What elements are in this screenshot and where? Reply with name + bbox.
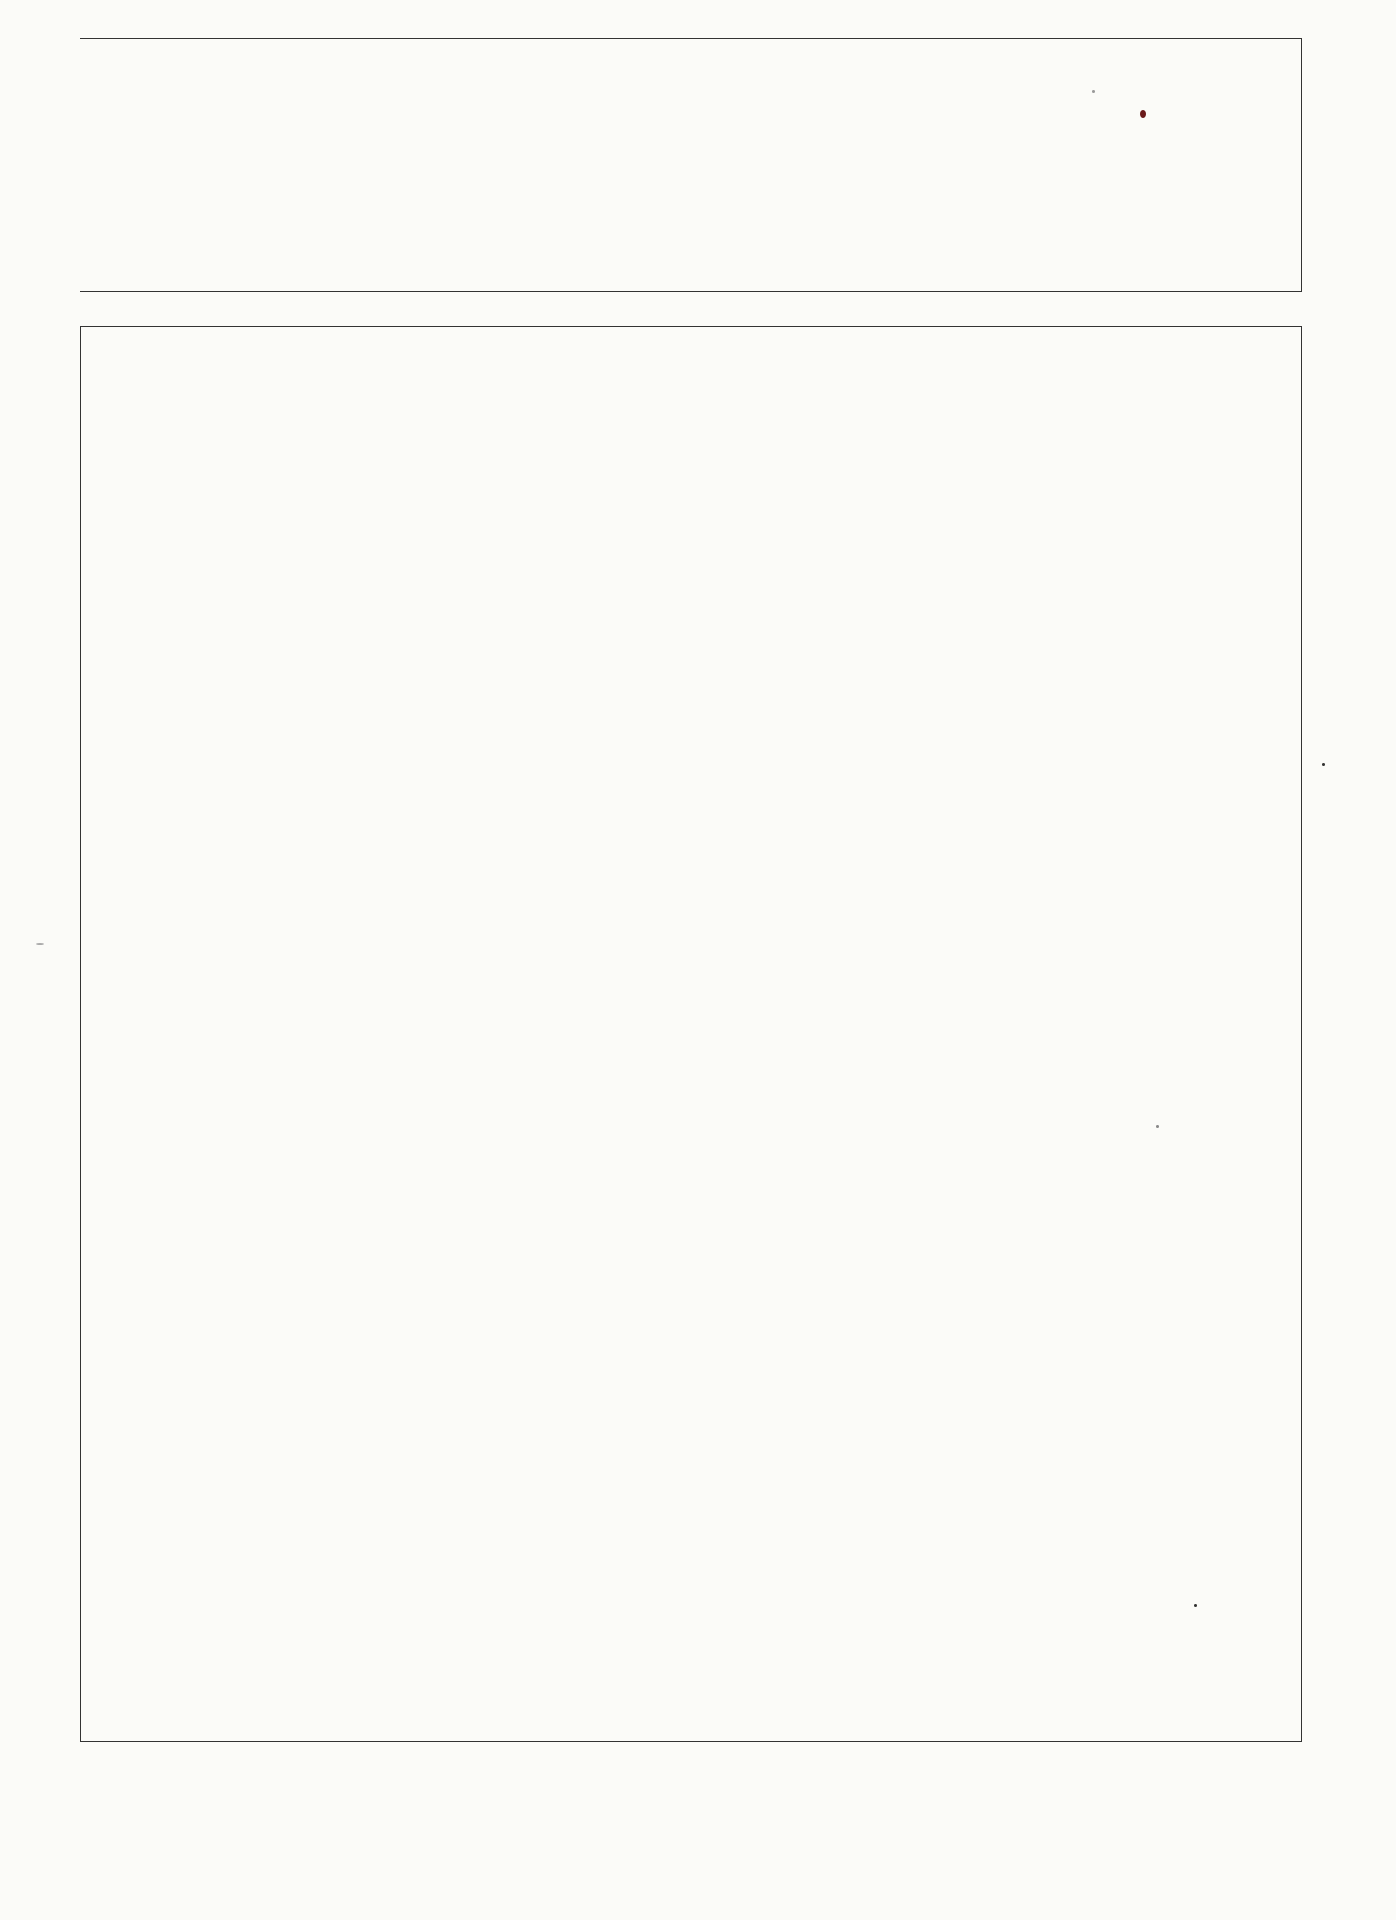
scan-speck bbox=[1092, 90, 1095, 93]
evaluation-table-bottom bbox=[80, 326, 1302, 1742]
scan-speck bbox=[36, 943, 44, 945]
scan-speck bbox=[1156, 1125, 1159, 1128]
scan-speck bbox=[1322, 763, 1325, 766]
scan-speck bbox=[1194, 1604, 1197, 1607]
scan-speck bbox=[1140, 110, 1146, 118]
evaluation-table-top bbox=[80, 38, 1302, 292]
